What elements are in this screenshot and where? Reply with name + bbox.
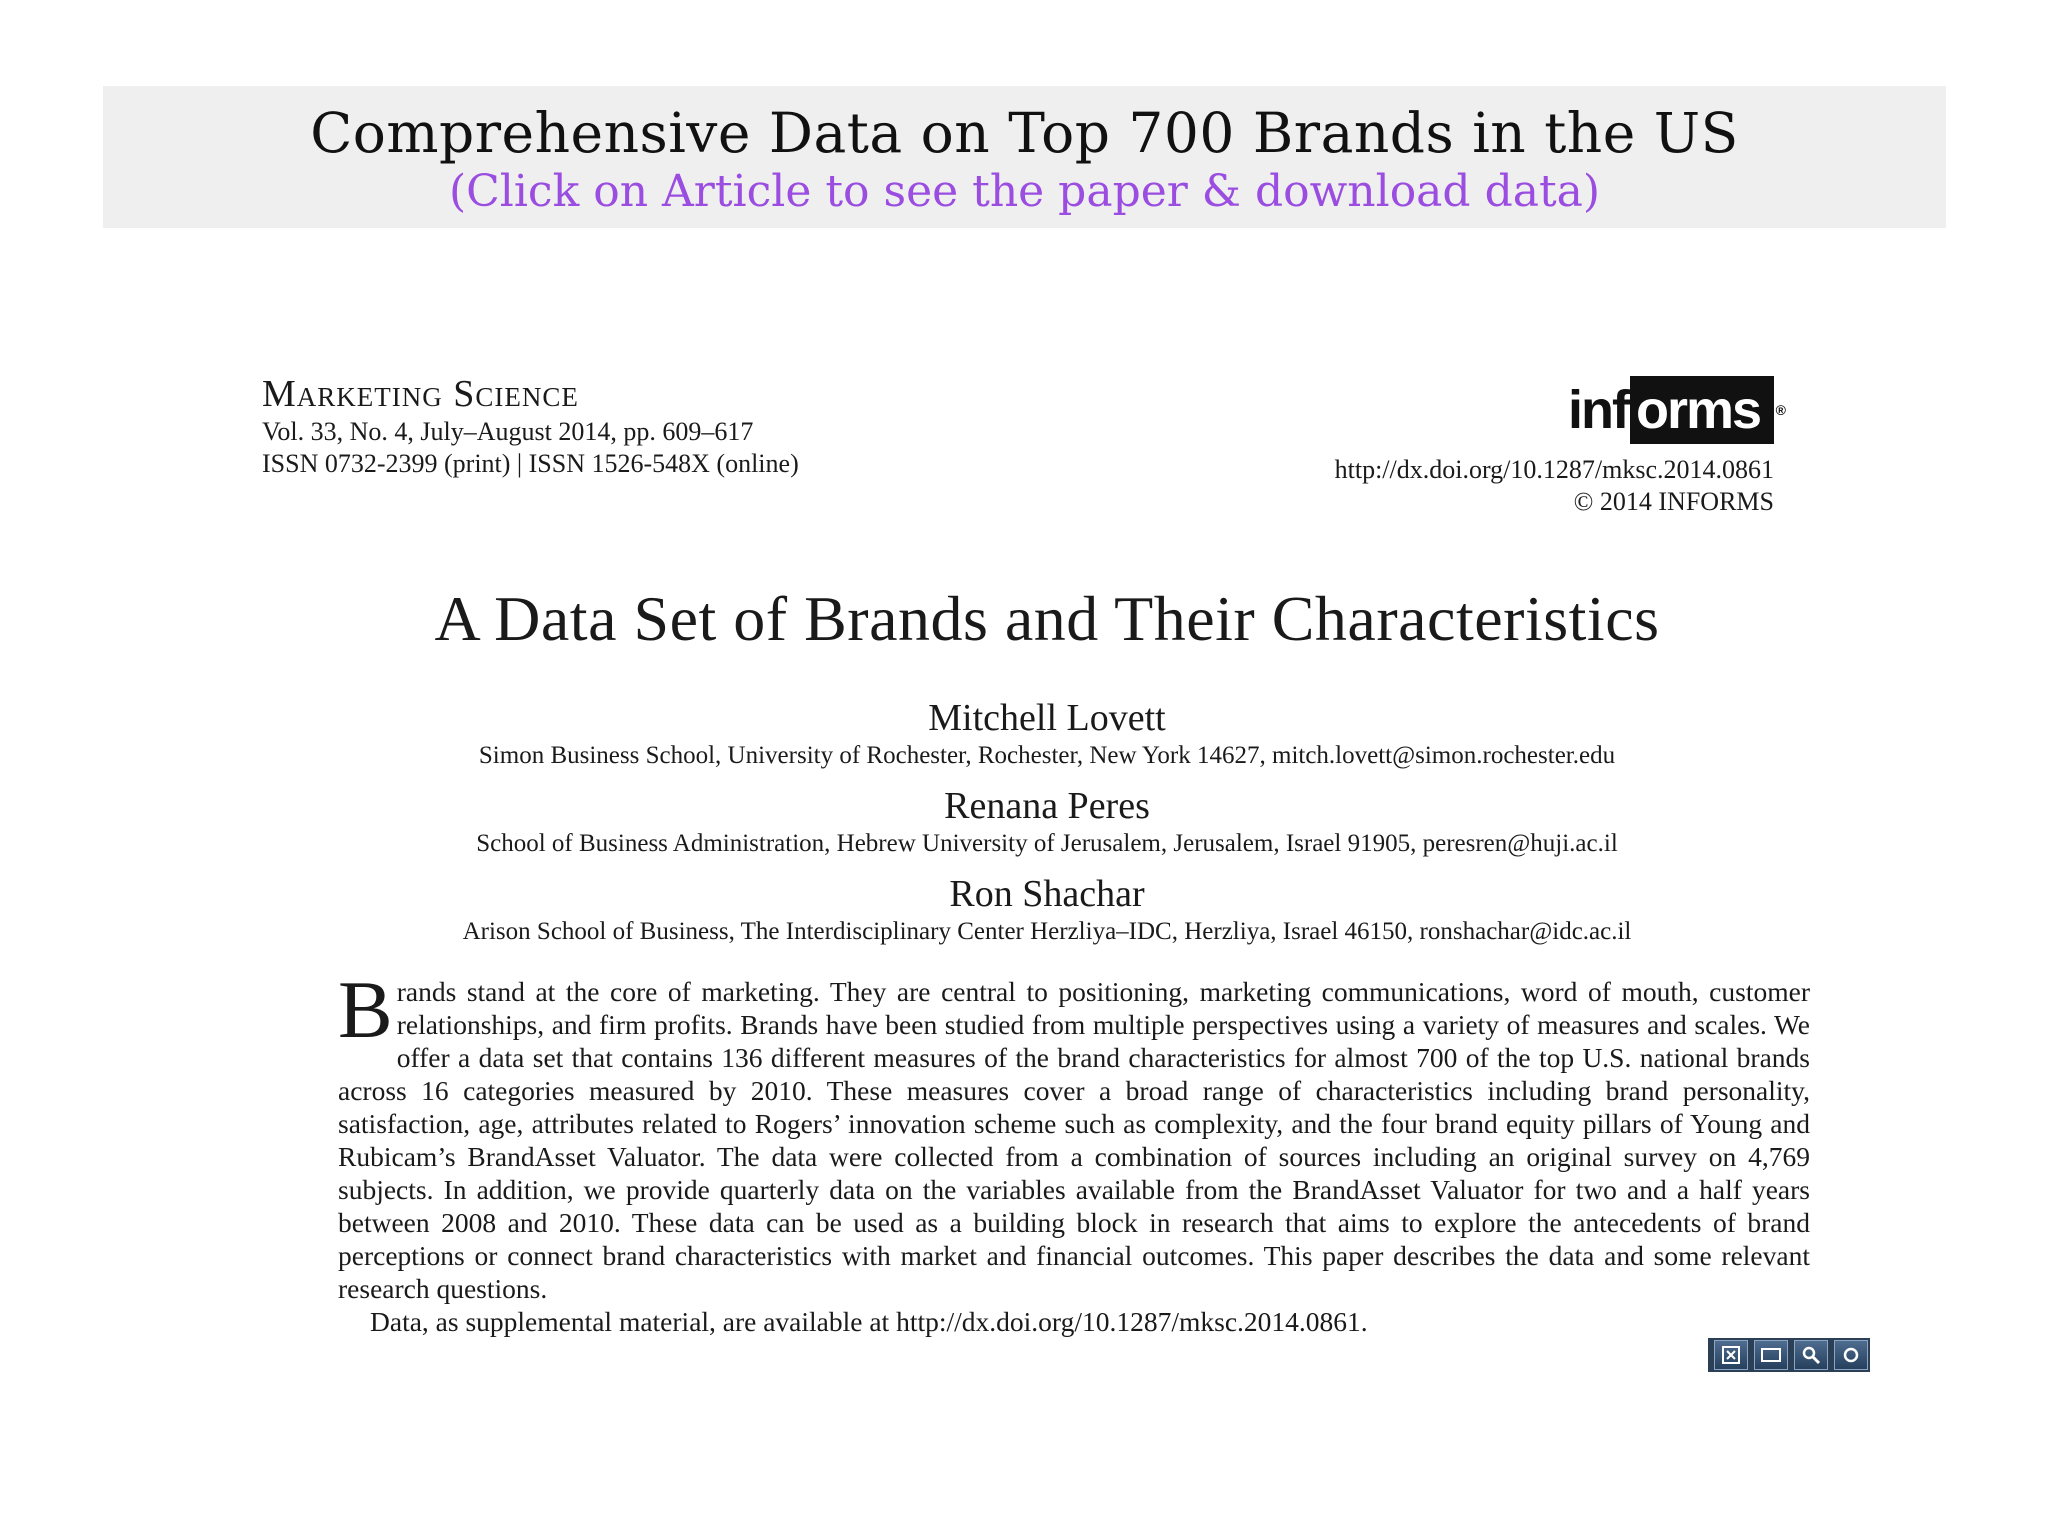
author-name: Renana Peres — [944, 785, 1150, 827]
author-affiliation: Simon Business School, University of Rochester, Rochester, New York 14627, mitch.lovett@simon.rochester.edu — [478, 742, 1616, 769]
abstract-paragraph — [338, 964, 1810, 1305]
fit-page-icon[interactable] — [1754, 1340, 1788, 1370]
journal-name: Marketing Science — [262, 373, 579, 415]
paper-title: A Data Set of Brands and Their Characteristics — [434, 583, 1660, 654]
author-name: Mitchell Lovett — [928, 697, 1166, 739]
journal-issn: ISSN 0732-2399 (print) | ISSN 1526-548X (online) — [262, 448, 799, 478]
author-list — [262, 695, 1832, 959]
abstract — [338, 964, 1810, 1338]
zoom-icon[interactable] — [1794, 1340, 1828, 1370]
banner-title: Comprehensive Data on Top 700 Brands in the US — [310, 101, 1739, 165]
article-link[interactable]: (Click on Article to see the paper & download data) — [448, 166, 1601, 217]
viewer-toolbar — [1708, 1338, 1870, 1372]
abstract-text: rands stand at the core of marketing. They are central to positioning, marketing communications, word of mouth, customer relationships, and firm profits. Brands have been studied from multiple perspectives using a variety of measures and scales. We offer a data set that contains 136 different measures of the brand characteristics for almost 700 of the top U.S. national brands across 16 categories measured by 2010. These measures cover a broad range of characteristics including brand personality, satisfaction, age, attributes related to Rogers’ innovation scheme such as complexity, and the four brand equity pillars of Young and Rubicam’s BrandAsset Valuator. The data were collected from a combination of sources including an original survey on 4,769 subjects. In addition, we provide quarterly data on the variables available from the BrandAsset Valuator for two and a half years between 2008 and 2010. These data can be used as a building block in research that aims to explore the antecedents of brand perceptions or connect brand characteristics with market and financial outcomes. This paper describes the data and some relevant research questions. — [338, 976, 1810, 1304]
author-affiliation: Arison School of Business, The Interdisciplinary Center Herzliya–IDC, Herzliya, Israel 46150, ronshachar@idc.ac.il — [462, 918, 1632, 945]
journal-info — [262, 374, 799, 480]
doi-text: http://dx.doi.org/10.1287/mksc.2014.0861 — [1334, 455, 1774, 484]
article-page[interactable] — [262, 370, 1832, 1380]
more-icon[interactable] — [1834, 1340, 1868, 1370]
supplemental-note: Data, as supplemental material, are available at http://dx.doi.org/10.1287/mksc.2014.0861. — [370, 1306, 1368, 1337]
author-name: Ron Shachar — [949, 873, 1145, 915]
drop-cap: B — [338, 964, 393, 1055]
copyright-text: © 2014 INFORMS — [1573, 487, 1774, 516]
publisher-info — [1334, 376, 1784, 518]
banner — [103, 86, 1946, 228]
fullscreen-icon[interactable] — [1714, 1340, 1748, 1370]
journal-volume: Vol. 33, No. 4, July–August 2014, pp. 609–617 — [262, 416, 754, 446]
informs-logo: inf orms ® — [1568, 376, 1774, 444]
author-affiliation: School of Business Administration, Hebrew University of Jerusalem, Jerusalem, Israel 91905, peresren@huji.ac.il — [476, 830, 1618, 857]
